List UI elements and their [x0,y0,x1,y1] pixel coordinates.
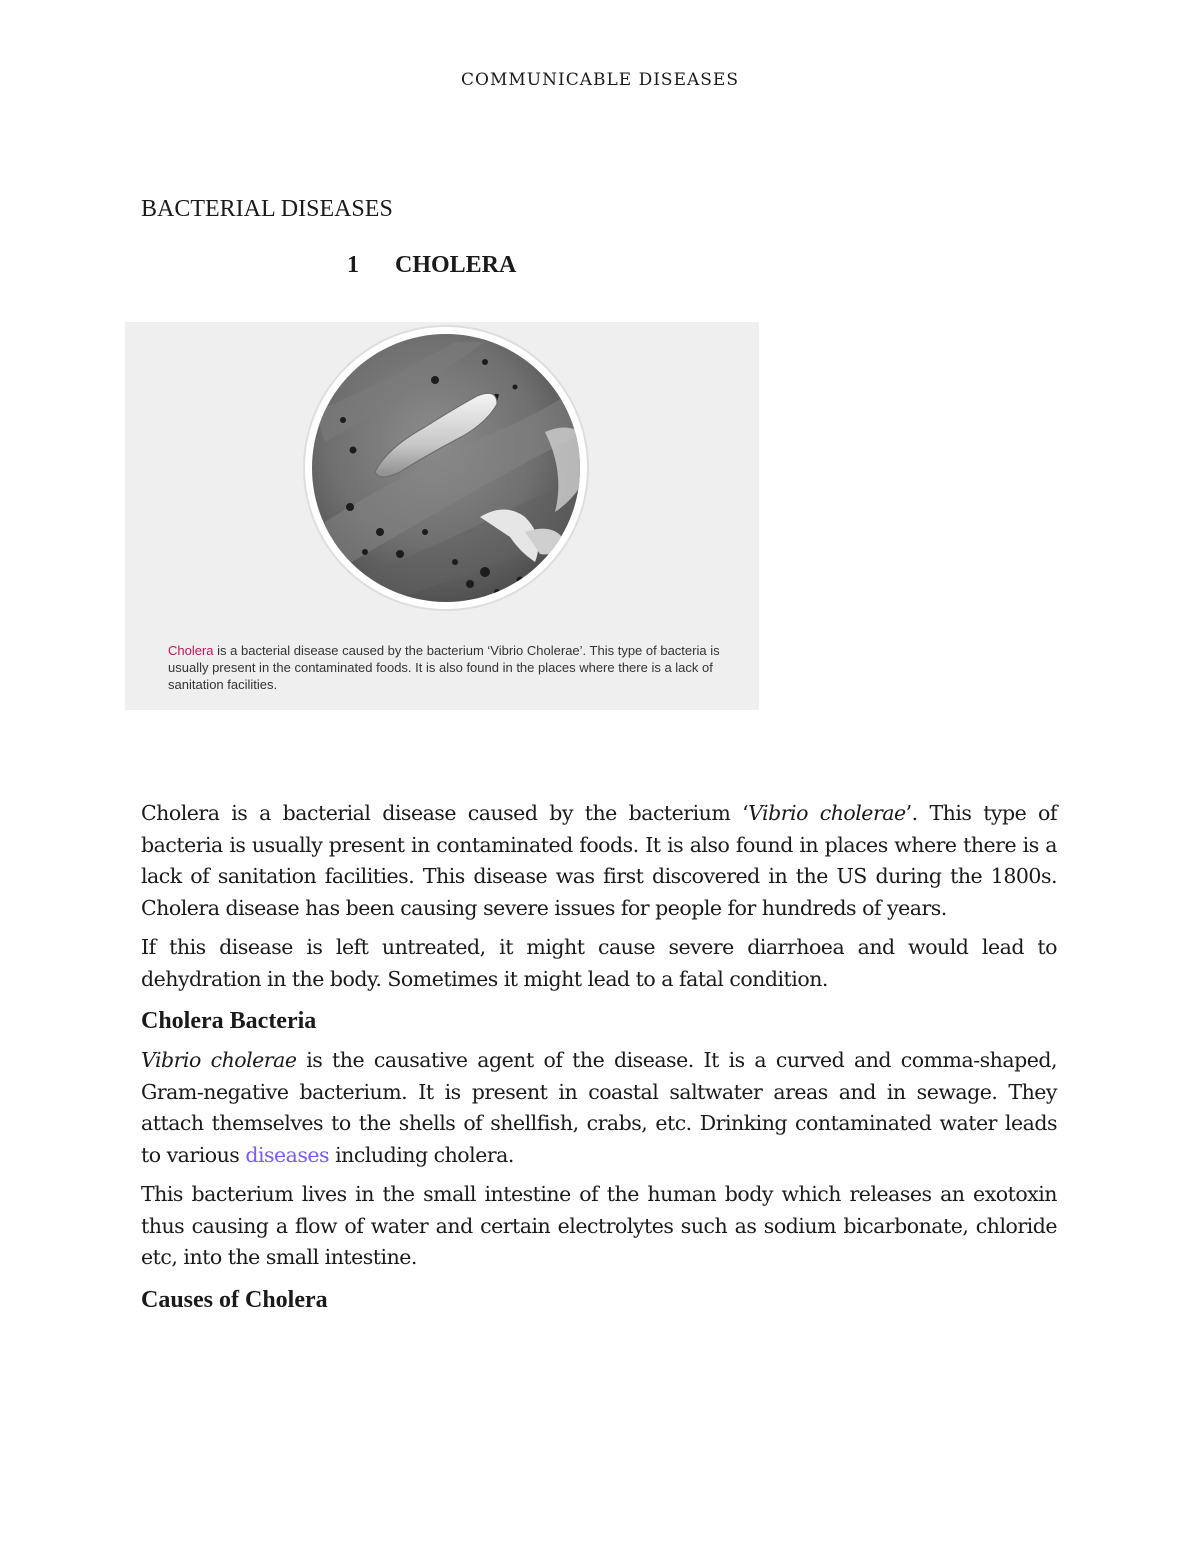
caption-text: is a bacterial disease caused by the bacterium ‘Vibrio Cholerae’. This type of bacteria is usually present in the contaminated foods. It is also found in the places where there is a lack of sanitation facilities. [168,643,720,692]
heading-causes: Causes of Cholera [141,1286,328,1313]
caption-highlight: Cholera [168,643,214,658]
paragraph-bacteria [141,1045,1057,1171]
heading-cholera-bacteria: Cholera Bacteria [141,1008,317,1034]
article-body [141,798,1057,1324]
species-name: Vibrio cholerae [141,1048,297,1072]
p1-end: ’. This type of bacteria is usually present in contaminated foods. It is also found in places where there is a lack of sanitation facilities. This disease was first discovered in the US during the 1800s. Cholera disease has been causing severe issues for people for hundreds of years. [141,801,1057,920]
disease-number: 1 [347,252,359,278]
running-header: COMMUNICABLE DISEASES [461,70,739,90]
disease-name: CHOLERA [395,252,517,278]
paragraph-intestine: This bacterium lives in the small intestine of the human body which releases an exotoxin thus causing a flow of water and certain electrolytes such as sodium bicarbonate, chloride etc, into the small intestine. [141,1182,1057,1269]
diseases-link[interactable]: diseases [245,1142,330,1167]
figure-caption [168,642,728,693]
bacterium-figure [125,322,759,710]
paragraph-intro [141,798,1057,924]
p3-end: including cholera. [329,1142,514,1167]
species-name: Vibrio cholerae [748,801,906,825]
section-title: BACTERIAL DISEASES [141,196,393,222]
p3-middle: is the causative agent of the disease. It is a curved and comma-shaped, Gram-negative bacterium. It is present in coastal saltwater areas and in sewage. They attach themselves to the shells of shellfish, crabs, etc. Drinking contaminated water leads to various [141,1048,1057,1167]
p1-start: Cholera is a bacterial disease caused by the bacterium ‘ [141,801,749,825]
disease-heading [347,252,516,279]
paragraph-untreated: If this disease is left untreated, it might cause severe diarrhoea and would lead to dehydration in the body. Sometimes it might lead to a fatal condition. [141,935,1057,991]
